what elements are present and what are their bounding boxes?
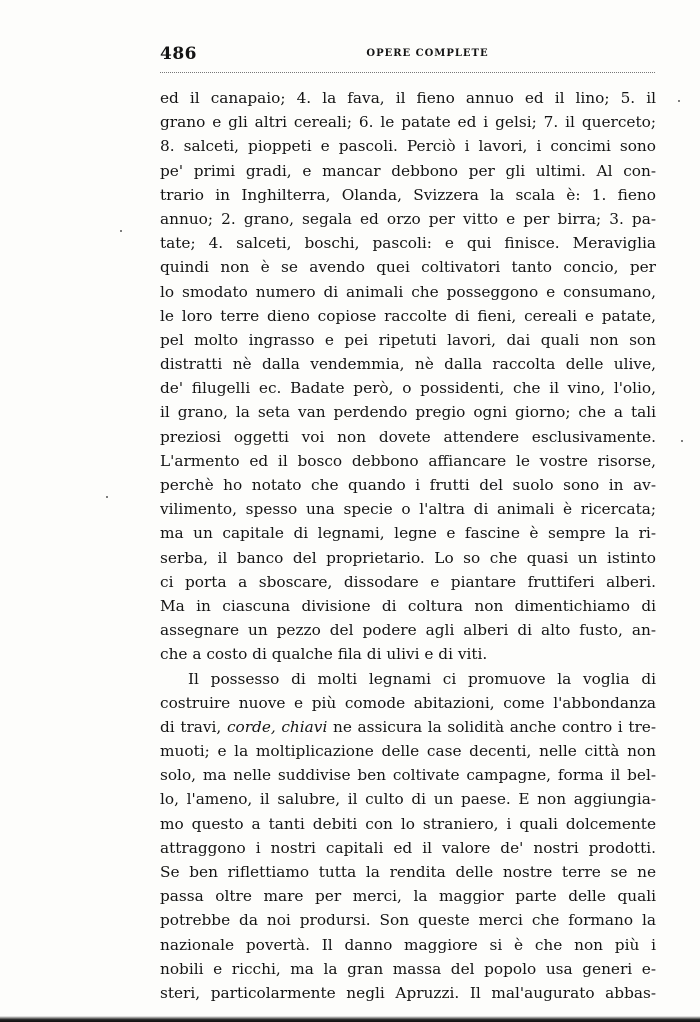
text-line: il grano, la seta van perdendo pregio ogni giorno; che a tali xyxy=(160,403,656,422)
text-line: assegnare un pezzo del podere agli alberi di alto fusto, an- xyxy=(160,621,656,640)
page-header xyxy=(160,44,655,70)
text-line: potrebbe da noi prodursi. Son queste merci che formano la xyxy=(160,911,656,930)
text-line: lo, l'ameno, il salubre, il culto di un paese. E non aggiungia- xyxy=(160,790,656,809)
body-text xyxy=(160,86,656,1005)
paragraph-first-line: Il possesso di molti legnami ci promuove la voglia di xyxy=(188,669,656,688)
text-line: preziosi oggetti voi non dovete attendere esclusivamente. xyxy=(160,427,656,446)
text-line: tate; 4. salceti, boschi, pascoli: e qui finisce. Meraviglia xyxy=(160,234,656,253)
text-line: nobili e ricchi, ma la gran massa del popolo usa generi e- xyxy=(160,959,656,978)
header-rule xyxy=(160,72,655,73)
running-head: OPERE COMPLETE xyxy=(366,48,489,59)
text-line: Se ben riflettiamo tutta la rendita delle nostre terre se ne xyxy=(160,863,656,881)
text-line: de' filugelli ec. Badate però, o possidenti, che il vino, l'olio, xyxy=(160,379,656,398)
scan-speck xyxy=(681,440,683,442)
text-line: steri, particolarmente negli Apruzzi. Il mal'augurato abbas- xyxy=(160,983,656,1002)
text-line-mixed xyxy=(160,715,656,739)
page-number: 486 xyxy=(160,44,197,64)
text-line: solo, ma nelle suddivise ben coltivate campagne, forma il bel- xyxy=(160,766,656,785)
text-line: lo smodato numero di animali che posseggono e consumano, xyxy=(160,282,656,301)
text-line: ma un capitale di legnami, legne e fascine è sempre la ri- xyxy=(160,524,656,543)
italic-text-run: corde, chiavi xyxy=(226,717,328,736)
text-line: attraggono i nostri capitali ed il valore de' nostri prodotti. xyxy=(160,838,656,857)
text-line: Ma in ciascuna divisione di coltura non dimentichiamo di xyxy=(160,596,656,615)
scan-bottom-edge xyxy=(0,1016,700,1022)
text-line: ed il canapaio; 4. la fava, il fieno annuo ed il lino; 5. il xyxy=(160,89,656,107)
text-line: annuo; 2. grano, segala ed orzo per vitto e per birra; 3. pa- xyxy=(160,209,656,228)
text-run: di travi, xyxy=(160,717,227,736)
scan-speck xyxy=(106,496,108,498)
text-line: quindi non è se avendo quei coltivatori tanto concio, per xyxy=(160,258,656,277)
text-line: perchè ho notato che quando i frutti del suolo sono in av- xyxy=(160,476,656,494)
text-line: pel molto ingrasso e pei ripetuti lavori, dai quali non son xyxy=(160,330,656,349)
text-line: passa oltre mare per merci, la maggior parte delle quali xyxy=(160,887,656,906)
scan-speck xyxy=(678,100,680,102)
text-line: mo questo a tanti debiti con lo straniero, i quali dolcemente xyxy=(160,814,656,833)
text-line: muoti; e la moltiplicazione delle case decenti, nelle città non xyxy=(160,742,656,761)
text-line: trario in Inghilterra, Olanda, Svizzera la scala è: 1. fieno xyxy=(160,185,656,204)
text-line: che a costo di qualche fila di ulivi e di viti. xyxy=(160,645,488,664)
scan-speck xyxy=(120,230,122,232)
text-line: nazionale povertà. Il danno maggiore si è che non più i xyxy=(160,935,656,954)
text-line: L'armento ed il bosco debbono affiancare le vostre risorse, xyxy=(160,451,656,470)
text-run: ne assicura la solidità anche contro i tre- xyxy=(327,717,656,736)
text-line: pe' primi gradi, e mancar debbono per gli ultimi. Al con- xyxy=(160,161,656,180)
text-line: le loro terre dieno copiose raccolte di fieni, cereali e patate, xyxy=(160,306,656,325)
text-line: ci porta a sboscare, dissodare e piantare fruttiferi alberi. xyxy=(160,572,656,591)
text-line: grano e gli altri cereali; 6. le patate ed i gelsi; 7. il querceto; xyxy=(160,113,656,132)
text-line: 8. salceti, pioppeti e pascoli. Perciò i lavori, i concimi sono xyxy=(160,137,656,156)
text-line: distratti nè dalla vendemmia, nè dalla raccolta delle ulive, xyxy=(160,355,656,374)
text-line: costruire nuove e più comode abitazioni, come l'abbondanza xyxy=(160,693,656,712)
text-line: serba, il banco del proprietario. Lo so che quasi un istinto xyxy=(160,548,656,567)
text-line: vilimento, spesso una specie o l'altra di animali è ricercata; xyxy=(160,500,656,519)
